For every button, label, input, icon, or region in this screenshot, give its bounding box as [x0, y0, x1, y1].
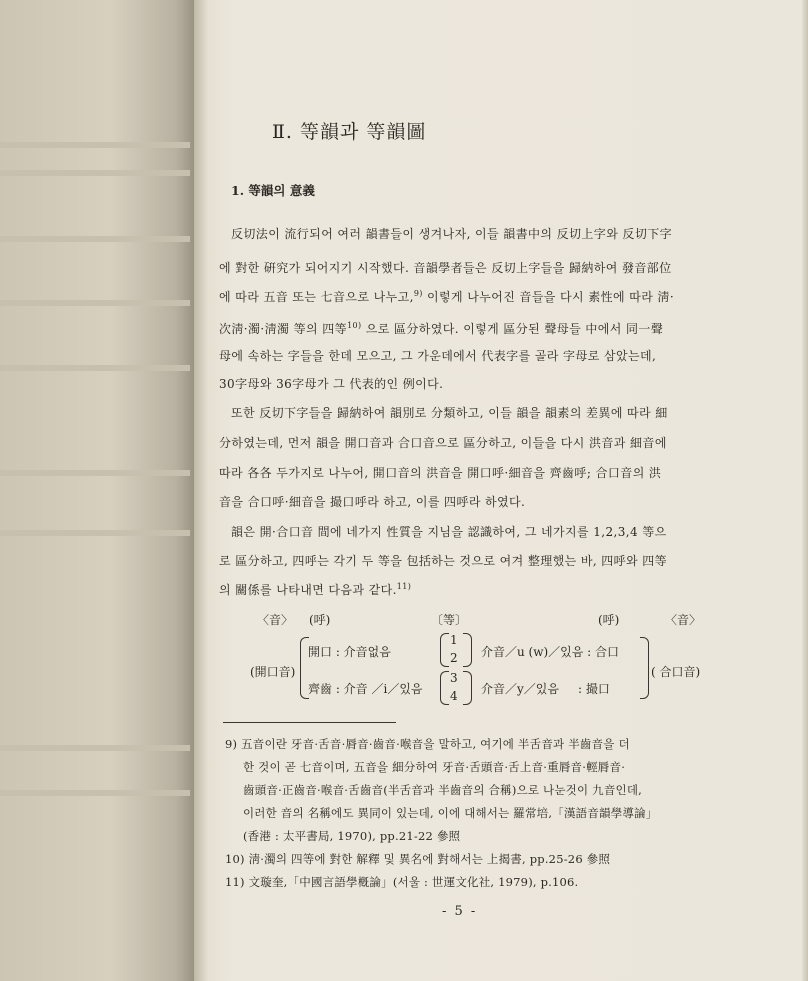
text-line: 反切法이 流行되어 여러 韻書들이 생겨나자, 이들 韻書中의 反切上字와 反切下字: [231, 227, 673, 241]
hekou-group-label: ( 合口音): [651, 665, 701, 679]
page-right-edge: [802, 0, 808, 981]
footnote-divider: [223, 722, 396, 723]
text-line: 30字母와 36字母가 그 代表的인 例이다.: [219, 377, 444, 391]
text-line-part: 의 關係를 나타내면 다음과 같다.: [219, 583, 397, 597]
row-cuokou: 介音／y／있음 : 撮口: [481, 682, 610, 696]
header-sound-right: 〈音〉: [665, 613, 702, 627]
text-line: 따라 各各 두가지로 나누어, 開口音의 洪音을 開口呼·細音을 齊齒呼; 合口音의 洪: [219, 466, 662, 480]
kaikou-group-label: (開口音): [250, 665, 296, 679]
footnote-ref-9: 9): [413, 289, 423, 298]
previous-page-edge: [0, 0, 200, 981]
footnote-9-line: 이러한 音의 名稱에도 異同이 있는데, 이에 대해서는 羅常培,「漢語音韻學導論」: [243, 806, 658, 820]
grade-2: 2: [450, 651, 458, 665]
grade-brace-top-right: [463, 633, 472, 667]
header-sound-left: 〈音〉: [257, 613, 294, 627]
text-line-part: 으로 區分하였다. 이렇게 區分된 聲母들 中에서 同一聲: [361, 322, 664, 336]
text-line: 韻은 開·合口音 間에 네가지 性質을 지님을 認識하여, 그 네가지를 1,2,3,4 等으: [231, 525, 667, 539]
footnote-9-line: 9) 五音이란 牙音·舌音·脣音·齒音·喉音을 말하고, 여기에 半舌音과 半齒音을 더: [225, 737, 630, 751]
footnote-ref-10: 10): [347, 321, 362, 330]
header-hu-right: (呼): [598, 613, 620, 627]
text-line: 에 對한 硏究가 되어지기 시작했다. 音韻學者들은 反切上字들을 歸納하여 發音部位: [219, 261, 672, 275]
grade-brace-top-left: [440, 633, 449, 667]
header-grade: 〔等〕: [431, 613, 468, 627]
header-hu-left: (呼): [309, 613, 331, 627]
chapter-title: Ⅱ. 等韻과 等韻圖: [272, 121, 427, 143]
text-line: [219, 581, 411, 598]
footnote-10: 10) 淸·濁의 四等에 對한 解釋 및 異名에 對해서는 上揭書, pp.25-26 參照: [225, 852, 611, 866]
footnote-11: 11) 文璇奎,「中國言語學槪論」(서울 : 世運文化社, 1979), p.106.: [225, 875, 579, 889]
grade-brace-bottom-right: [463, 671, 472, 705]
text-line-part: 次淸·濁·淸濁 等의 四等: [219, 322, 348, 336]
text-line: 音을 合口呼·細音을 撮口呼라 하고, 이를 四呼라 하였다.: [219, 495, 526, 509]
footnote-9-line: (香港 : 太平書局, 1970), pp.21-22 參照: [243, 829, 461, 843]
section-title: 1. 等韻의 意義: [231, 183, 315, 198]
text-line: [219, 288, 674, 305]
grade-3: 3: [450, 671, 458, 685]
row-hekou: 介音／u (w)／있음 : 合口: [481, 645, 620, 659]
text-line-part: 에 따라 五音 또는 七音으로 나누고,: [219, 290, 414, 304]
footnote-9-line: 齒頭音·正齒音·喉音·舌齒音(半舌音과 半齒音의 合稱)으로 나눈것이 九音인데,: [243, 783, 643, 797]
grade-4: 4: [450, 689, 458, 703]
right-brace: [640, 637, 649, 699]
text-line-part: 이렇게 나누어진 音들을 다시 素性에 따라 淸·: [422, 290, 675, 304]
grade-1: 1: [450, 633, 458, 647]
row-qichi: 齊齒 : 介音 ／i／있음: [308, 682, 423, 696]
text-line: 母에 속하는 字들을 한데 모으고, 그 가운데에서 代表字를 골라 字母로 삼았는데,: [219, 349, 657, 363]
footnote-9-line: 한 것이 곧 七音이며, 五音을 細分하여 牙音·舌頭音·舌上音·重脣音·輕脣音·: [243, 760, 626, 774]
grade-brace-bottom-left: [440, 671, 449, 705]
text-line: 또한 反切下字들을 歸納하여 韻別로 分類하고, 이들 韻을 韻素의 差異에 따라 細: [231, 406, 668, 420]
page-number: - 5 -: [442, 904, 478, 919]
text-line: [219, 320, 663, 337]
footnote-ref-11: 11): [396, 582, 412, 591]
text-line: 로 區分하고, 四呼는 각기 두 等을 包括하는 것으로 여겨 整理했는 바, 四呼와 四等: [219, 554, 668, 568]
text-line: 分하였는데, 먼저 韻을 開口音과 合口音으로 區分하고, 이들을 다시 洪音과 細音에: [219, 436, 667, 450]
row-kaikou: 開口 : 介音없음: [308, 645, 391, 659]
